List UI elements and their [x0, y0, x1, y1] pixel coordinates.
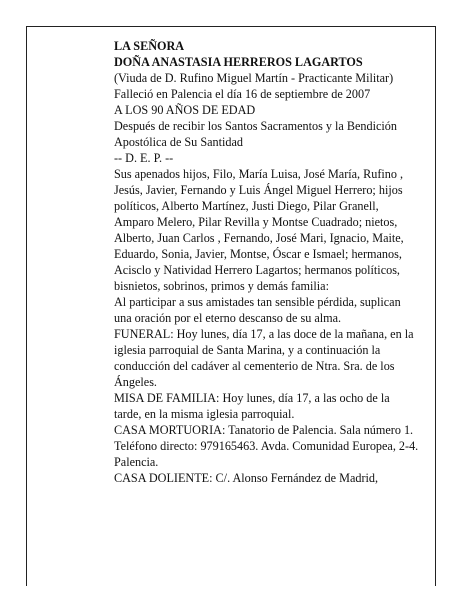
- prayer-request: Al participar a sus amistades tan sensible pérdida, suplican una oración por el eterno descanso de su alma.: [114, 295, 401, 325]
- sacraments-note: Después de recibir los Santos Sacramentos y la Bendición Apostólica de Su Santidad: [114, 119, 397, 149]
- notice-title: LA SEÑORA: [114, 39, 185, 53]
- mortuary-info: CASA MORTUORIA: Tanatorio de Palencia. Sala número 1. Teléfono directo: 979165463. Avda. Comunidad Europea, 2-4. Palencia.: [114, 423, 419, 469]
- age-line: A LOS 90 AÑOS DE EDAD: [114, 103, 256, 117]
- widow-note: (Viuda de D. Rufino Miguel Martín - Practicante Militar): [114, 71, 394, 85]
- family-list: Sus apenados hijos, Filo, María Luisa, José María, Rufino , Jesús, Javier, Fernando y Luis Ángel Miguel Herrero; hijos políticos, Alberto Martínez, Justi Diego, Pilar Granell, Amparo Melero, Pilar Revilla y Montse Cuadrado; nietos, Alberto, Juan Carlos , Fernando, José Mari, Ignacio, Maite, Eduardo, Sonia, Javier, Montse, Óscar e Ismael; hermanos, Acisclo y Natividad Herrero Lagartos; hermanos políticos, bisnietos, sobrinos, primos y demás familia:: [114, 167, 404, 293]
- family-mass-info: MISA DE FAMILIA: Hoy lunes, día 17, a las ocho de la tarde, en la misma iglesia parroquial.: [114, 391, 390, 421]
- deceased-name: DOÑA ANASTASIA HERREROS LAGARTOS: [114, 55, 363, 69]
- funeral-info: FUNERAL: Hoy lunes, día 17, a las doce de la mañana, en la iglesia parroquial de Santa Marina, y a continuación la conducción del cadáver al cementerio de Ntra. Sra. de los Ángeles.: [114, 327, 414, 389]
- rip-line: -- D. E. P. --: [114, 151, 174, 165]
- obituary-notice: [114, 38, 420, 486]
- death-date: Falleció en Palencia el día 16 de septiembre de 2007: [114, 87, 371, 101]
- mourning-house-info: CASA DOLIENTE: C/. Alonso Fernández de Madrid,: [114, 471, 379, 485]
